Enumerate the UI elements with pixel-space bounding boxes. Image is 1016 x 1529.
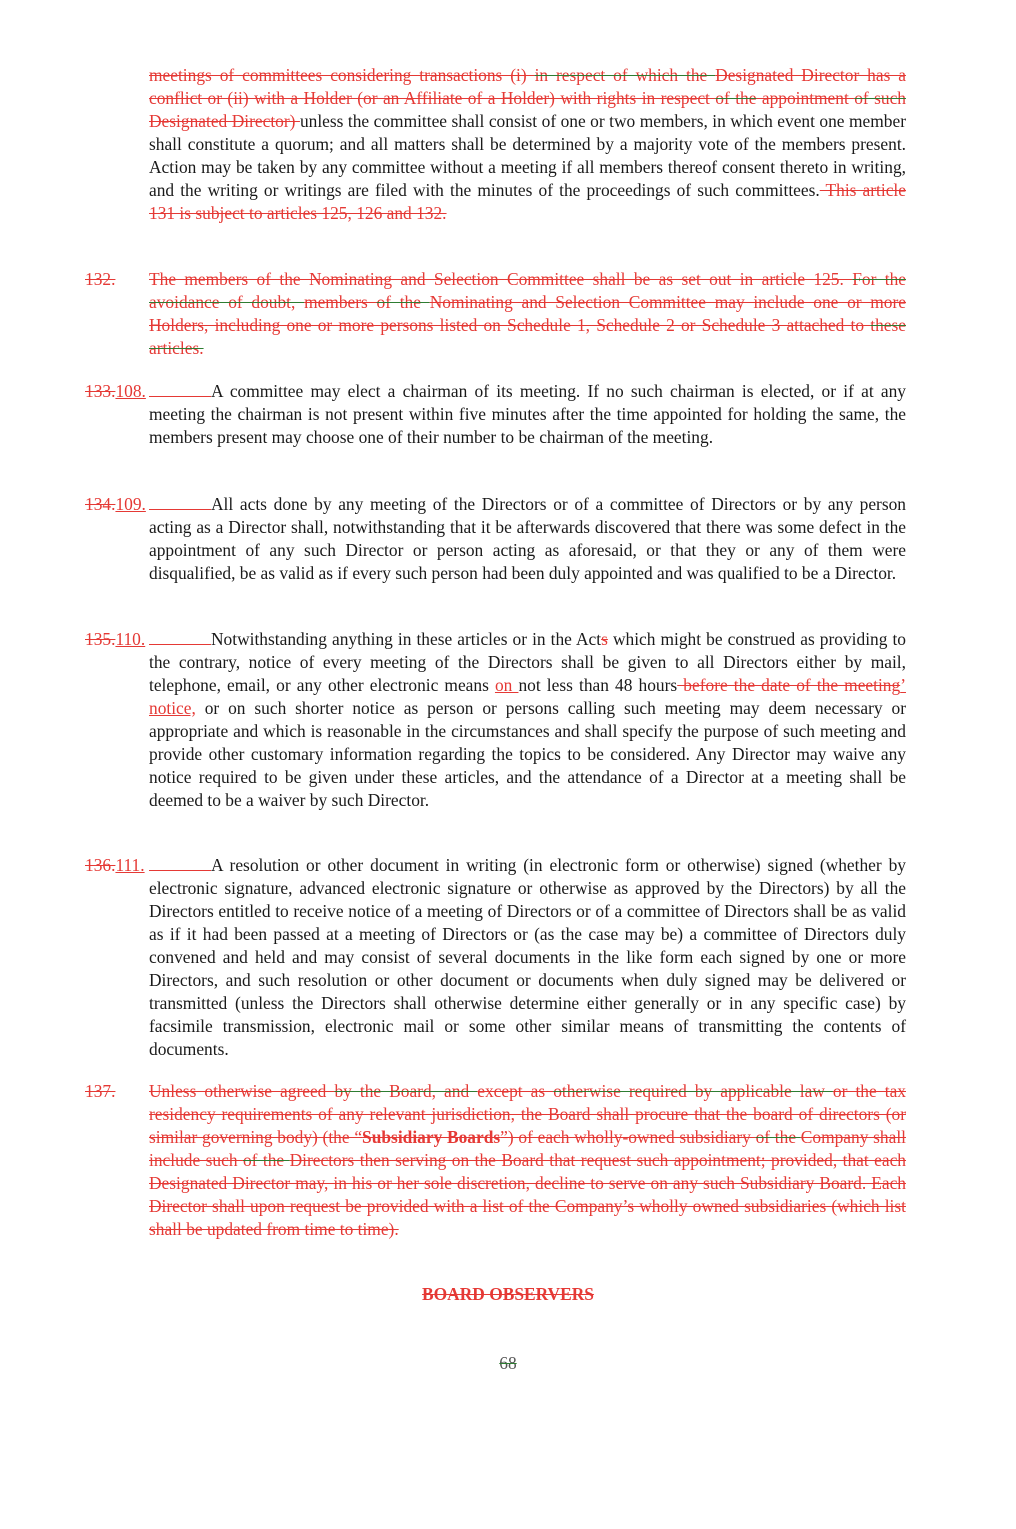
old-number: 135. [85,629,116,649]
deleted-text: Nominating and Selection Committee may include one or more Holders, including one or more persons listed on Schedule 1, Schedule 2 or Schedule 3 attached to [149,292,906,335]
inserted-text: ’ notice, [149,675,906,718]
new-number: 111. [115,855,145,875]
body-text: A resolution or other document in writing (in electronic form or otherwise) signed (whether by electronic signature, advanced electronic signature or otherwise as approved by the Directors) by all the Directors entitled to receive notice of a meeting of Directors or of a committee of Directors shall be as valid as if it had been passed at a meeting of Directors or (as the case may be) a committee of Directors duly convened and held and may consist of several documents in the like form each signed by one or more Directors, and such resolution or other document or documents when duly signed may be delivered or transmitted (unless the Directors shall otherwise determine either generally or in any specific case) by facsimile transmission, electronic mail or some other similar means of transmitting the contents of documents. [149,855,906,1059]
article-number: 132. [85,269,116,289]
body-text: Notwithstanding anything in these articles or in the Act [211,629,602,649]
tab-leader [149,630,211,645]
body-text: not less than 48 hours [518,675,678,695]
page-number [0,1353,1016,1374]
deleted-text: except as [477,1081,554,1101]
deleted-text: otherwise required by applicable law [553,1081,833,1101]
new-number: 109. [115,494,146,514]
section-heading: BOARD OBSERVERS [422,1284,594,1304]
deleted-text: of the [242,1150,290,1170]
article-number: 137. [85,1081,116,1101]
deleted-text: members [304,292,377,312]
deleted-text: of the [755,1127,801,1147]
tab-leader [149,856,211,871]
article-131-continuation [149,64,906,225]
deleted-text: these articles. [149,315,906,358]
deleted-text: appointment [756,88,855,108]
article-111 [85,854,906,1061]
body-text: which might be construed as providing to the contrary, notice of every meeting of the Directors shall be given to all Directors either by mail, telephone, email, or any other electronic means [149,629,907,695]
deleted-text: of the [376,292,430,312]
new-number: 110. [115,629,146,649]
new-number: 108. [115,381,146,401]
deleted-text: Designated Director) [149,111,300,131]
deleted-text: ”) of each wholly-owned subsidiary [500,1127,756,1147]
deleted-text: For the avoidance of doubt, [149,269,906,312]
body-text: All acts done by any meeting of the Directors or of a committee of Directors or by any person acting as a Director shall, notwithstanding that it be afterwards discovered that there was some defect in the appointment of any such Director or person acting as aforesaid, or that they or any of them were disqualified, be as valid as if every such person had been duly appointed and was qualified to be a Director. [149,494,906,583]
deleted-text: The members of the Nominating and Selection Committee shall be as set out in article 125. [149,269,853,289]
old-number: 134. [85,494,116,514]
deleted-text: before the date of the meeting [677,675,901,695]
article-109 [85,493,906,585]
deleted-text: meetings of committees considering transactions (i) [149,65,535,85]
article-137 [85,1080,906,1241]
article-132 [85,268,906,360]
article-110 [85,628,906,812]
body-text: A committee may elect a chairman of its meeting. If no such chairman is elected, or if at any meeting the chairman is not present within five minutes after the time appointed for holding the same, the members present may choose one of their number to be chairman of the meeting. [149,381,906,447]
deleted-text: or the tax residency requirements of any relevant jurisdiction, the Board shall procure that the board of directors (or similar governing body) (the “ [149,1081,906,1147]
old-number: 133. [85,381,116,401]
article-number [85,854,149,877]
deleted-defined-term: Subsidiary Boards [362,1127,501,1147]
tab-leader [149,495,211,510]
deleted-text: of such [854,88,906,108]
deleted-text: Company shall include such [149,1127,906,1170]
inserted-text: on [494,675,519,695]
deleted-text: Directors then serving on the Board that request such appointment; provided, that each Designated Director may, in his or her sole discretion, decline to serve on any such Subsidiary Board. Each Director shall upon request be provided with a list of the Company’s wholly owned subsidiaries (which list shall be updated from time to time). [149,1150,907,1239]
article-number [85,493,149,516]
old-number: 136. [85,855,116,875]
deleted-text: This article 131 is subject to articles 125, 126 and 132. [149,180,906,223]
article-number [85,380,149,403]
body-text: or on such shorter notice as person or persons calling such meeting may deem necessary or appropriate and which is reasonable in the circumstances and shall specify the purpose of such meeting and provide other customary information regarding the topics to be considered. Any Director may waive any notice required to be given under these articles, and the attendance of a Director at a meeting shall be deemed to be a waiver by such Director. [149,698,906,810]
article-number [85,628,149,651]
article-108 [85,380,906,449]
body-text: unless the committee shall consist of one or two members, in which event one member shall constitute a quorum; and all matters shall be determined by a majority vote of the members present. Action may be taken by any committee without a meeting if all members thereof consent thereto in writing, and the writing or writings are filed with the minutes of the proceedings of such committees. [149,111,906,200]
deleted-text: of the [715,88,757,108]
deleted-text: Unless otherwise agreed [149,1081,335,1101]
deleted-text: by the Board, and [334,1081,478,1101]
deleted-text: Designated Director has a conflict or (ii) with a Holder (or an Affiliate of a Holder) with rights in respect [149,65,906,108]
tab-leader [149,382,211,397]
deleted-text: in respect of which the [534,65,716,85]
deleted-text: s [601,629,608,649]
page-number-text: 68 [499,1353,517,1373]
